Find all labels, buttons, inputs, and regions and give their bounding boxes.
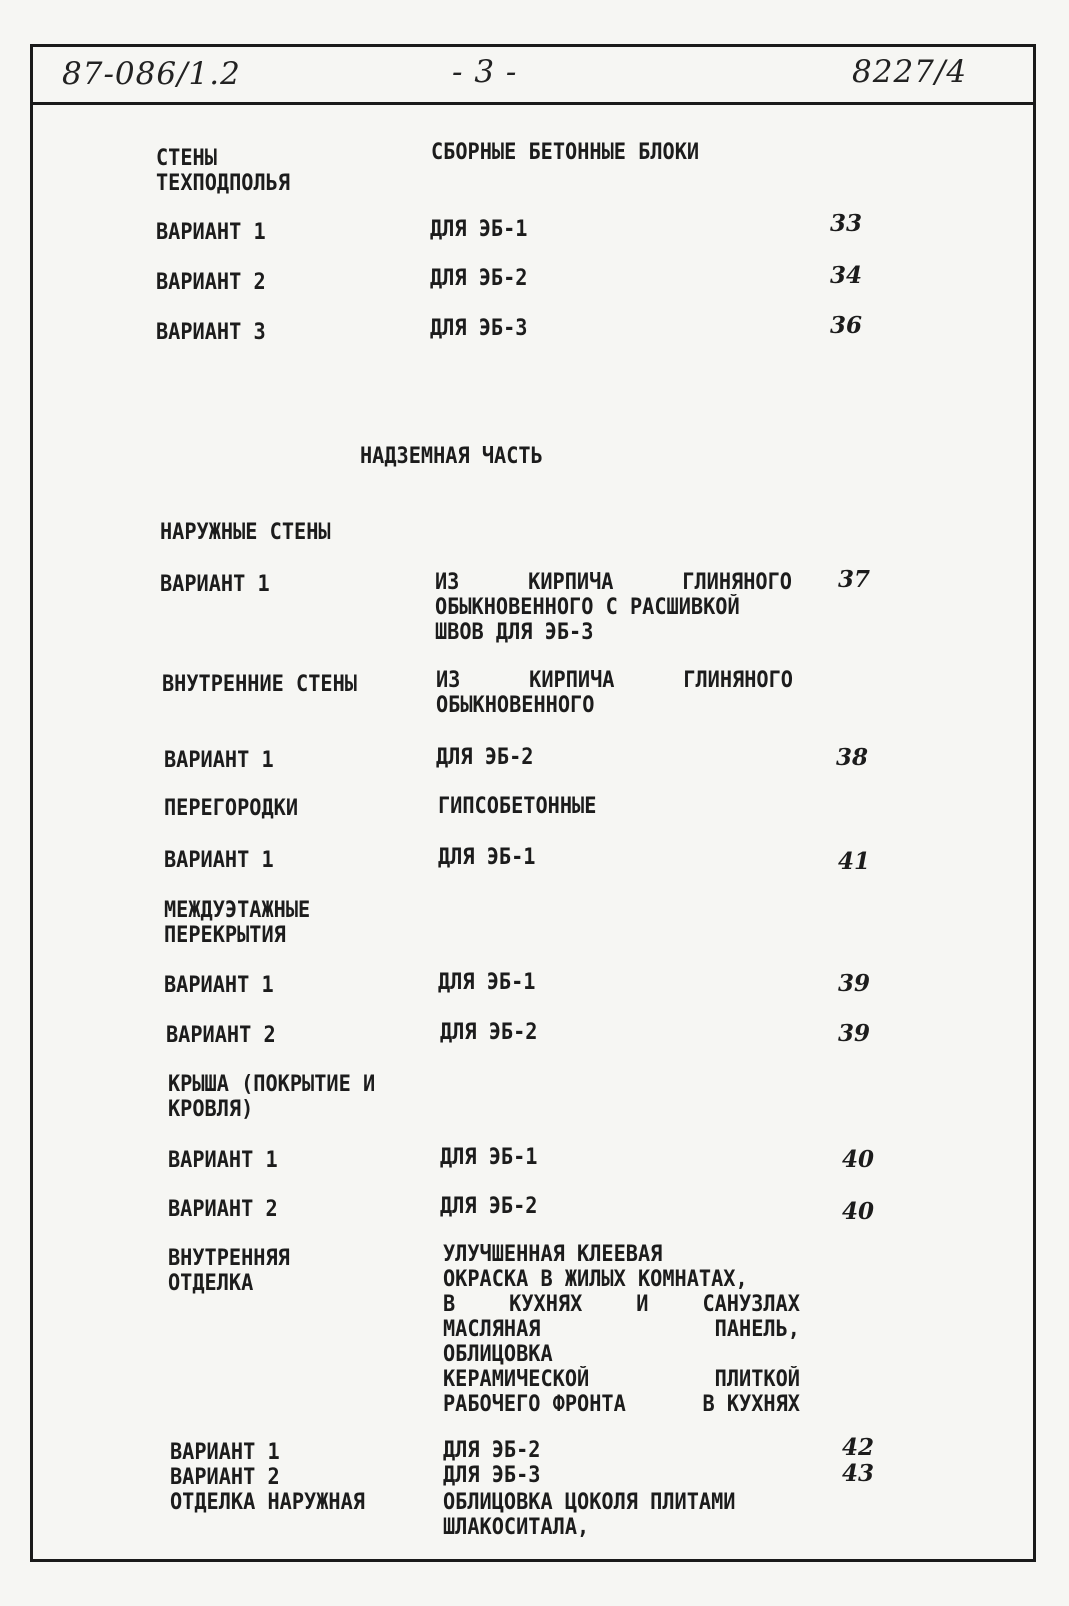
underground-variant-3-page: 36: [830, 312, 863, 339]
outer-walls-desc-line3: ШВОВ ДЛЯ ЭБ-3: [435, 620, 594, 645]
interior-finish-title-line2: ОТДЕЛКА: [168, 1271, 254, 1296]
interior-finish-desc-word: РАБОЧЕГО ФРОНТА: [443, 1392, 626, 1417]
interior-finish-desc-word: ПАНЕЛЬ,: [714, 1317, 800, 1342]
exterior-finish-desc-line2: ШЛАКОСИТАЛА,: [443, 1515, 590, 1540]
interior-finish-variant-1-page: 42: [842, 1434, 875, 1461]
roof-title-line2: КРОВЛЯ): [168, 1097, 254, 1122]
floors-variant-1: ВАРИАНТ 1: [164, 973, 274, 998]
outer-walls-variant: ВАРИАНТ 1: [160, 572, 270, 597]
inner-walls-page: 38: [836, 744, 869, 771]
interior-finish-variant-2-page: 43: [842, 1460, 875, 1487]
section-title-aboveground: НАДЗЕМНАЯ ЧАСТЬ: [360, 444, 543, 469]
outer-walls-desc-line1: [435, 570, 792, 595]
interior-finish-title-line1: ВНУТРЕННЯЯ: [168, 1246, 290, 1271]
underground-variant-1: ВАРИАНТ 1: [156, 220, 266, 245]
inner-walls-desc-word: ИЗ: [436, 668, 461, 693]
underground-walls-material: СБОРНЫЕ БЕТОННЫЕ БЛОКИ: [431, 140, 700, 165]
roof-variant-1-for: ДЛЯ ЭБ-1: [440, 1145, 538, 1170]
outer-walls-desc-word: ГЛИНЯНОГО: [682, 570, 792, 595]
floors-variant-1-for: ДЛЯ ЭБ-1: [438, 970, 536, 995]
underground-variant-1-for: ДЛЯ ЭБ-1: [430, 217, 528, 242]
partitions-title: ПЕРЕГОРОДКИ: [164, 796, 299, 821]
underground-variant-2-page: 34: [830, 262, 863, 289]
interior-finish-desc-line5: ОБЛИЦОВКА: [443, 1342, 553, 1367]
underground-variant-1-page: 33: [830, 210, 863, 237]
underground-variant-3: ВАРИАНТ 3: [156, 320, 266, 345]
underground-walls-title-line2: ТЕХПОДПОЛЬЯ: [156, 171, 291, 196]
roof-variant-2-page: 40: [842, 1198, 875, 1225]
inner-walls-for: ДЛЯ ЭБ-2: [436, 745, 534, 770]
floors-variant-2-page: 39: [838, 1020, 871, 1047]
interior-finish-desc-word: И: [636, 1292, 649, 1317]
partitions-for: ДЛЯ ЭБ-1: [438, 845, 536, 870]
exterior-finish-desc-line1: ОБЛИЦОВКА ЦОКОЛЯ ПЛИТАМИ: [443, 1490, 736, 1515]
floors-variant-1-page: 39: [838, 970, 871, 997]
floors-title-line1: МЕЖДУЭТАЖНЫЕ: [164, 898, 311, 923]
inner-walls-desc-line1: [436, 668, 793, 693]
interior-finish-desc-line4: [443, 1317, 800, 1342]
interior-finish-desc-line7: [443, 1392, 800, 1417]
interior-finish-variant-1: ВАРИАНТ 1: [170, 1440, 280, 1465]
interior-finish-desc-line6: [443, 1367, 800, 1392]
interior-finish-desc-word: САНУЗЛАХ: [702, 1292, 800, 1317]
roof-title-line1: КРЫША (ПОКРЫТИЕ И: [168, 1072, 376, 1097]
partitions-variant: ВАРИАНТ 1: [164, 848, 274, 873]
roof-variant-1: ВАРИАНТ 1: [168, 1148, 278, 1173]
floors-title-line2: ПЕРЕКРЫТИЯ: [164, 923, 286, 948]
interior-finish-desc-word: В КУХНЯХ: [702, 1392, 800, 1417]
roof-variant-1-page: 40: [842, 1146, 875, 1173]
roof-variant-2: ВАРИАНТ 2: [168, 1197, 278, 1222]
underground-variant-3-for: ДЛЯ ЭБ-3: [430, 316, 528, 341]
interior-finish-desc-word: КЕРАМИЧЕСКОЙ: [443, 1367, 590, 1392]
interior-finish-desc-word: В: [443, 1292, 456, 1317]
interior-finish-desc-word: МАСЛЯНАЯ: [443, 1317, 541, 1342]
interior-finish-desc-line1: УЛУЧШЕННАЯ КЛЕЕВАЯ: [443, 1242, 663, 1267]
exterior-finish-title: ОТДЕЛКА НАРУЖНАЯ: [170, 1490, 365, 1515]
interior-finish-desc-line2: ОКРАСКА В ЖИЛЫХ КОМНАТАХ,: [443, 1267, 748, 1292]
interior-finish-variant-2-for: ДЛЯ ЭБ-3: [443, 1463, 541, 1488]
outer-walls-page: 37: [838, 566, 871, 593]
roof-variant-2-for: ДЛЯ ЭБ-2: [440, 1194, 538, 1219]
inner-walls-desc-line2: ОБЫКНОВЕННОГО: [436, 693, 595, 718]
floors-variant-2: ВАРИАНТ 2: [166, 1023, 276, 1048]
partitions-material: ГИПСОБЕТОННЫЕ: [438, 794, 597, 819]
interior-finish-desc-line3: [443, 1292, 800, 1317]
inner-walls-variant: ВАРИАНТ 1: [164, 748, 274, 773]
underground-variant-2: ВАРИАНТ 2: [156, 270, 266, 295]
interior-finish-variant-2: ВАРИАНТ 2: [170, 1465, 280, 1490]
outer-walls-desc-word: КИРПИЧА: [528, 570, 614, 595]
header-divider: [30, 102, 1036, 105]
interior-finish-variant-1-for: ДЛЯ ЭБ-2: [443, 1438, 541, 1463]
page-number: - 3 -: [452, 54, 518, 90]
inner-walls-desc-word: ГЛИНЯНОГО: [683, 668, 793, 693]
outer-walls-title: НАРУЖНЫЕ СТЕНЫ: [160, 520, 331, 545]
inner-walls-desc-word: КИРПИЧА: [529, 668, 615, 693]
interior-finish-desc-word: КУХНЯХ: [509, 1292, 583, 1317]
outer-walls-desc-word: ИЗ: [435, 570, 460, 595]
underground-walls-title-line1: СТЕНЫ: [156, 146, 217, 171]
sheet-code: 8227/4: [852, 54, 968, 90]
outer-walls-desc-line2: ОБЫКНОВЕННОГО С РАСШИВКОЙ: [435, 595, 740, 620]
underground-variant-2-for: ДЛЯ ЭБ-2: [430, 266, 528, 291]
floors-variant-2-for: ДЛЯ ЭБ-2: [440, 1020, 538, 1045]
doc-code: 87-086/1.2: [62, 56, 241, 92]
partitions-page: 41: [838, 848, 871, 875]
interior-finish-desc-word: ПЛИТКОЙ: [714, 1367, 800, 1392]
inner-walls-title: ВНУТРЕННИЕ СТЕНЫ: [162, 672, 357, 697]
